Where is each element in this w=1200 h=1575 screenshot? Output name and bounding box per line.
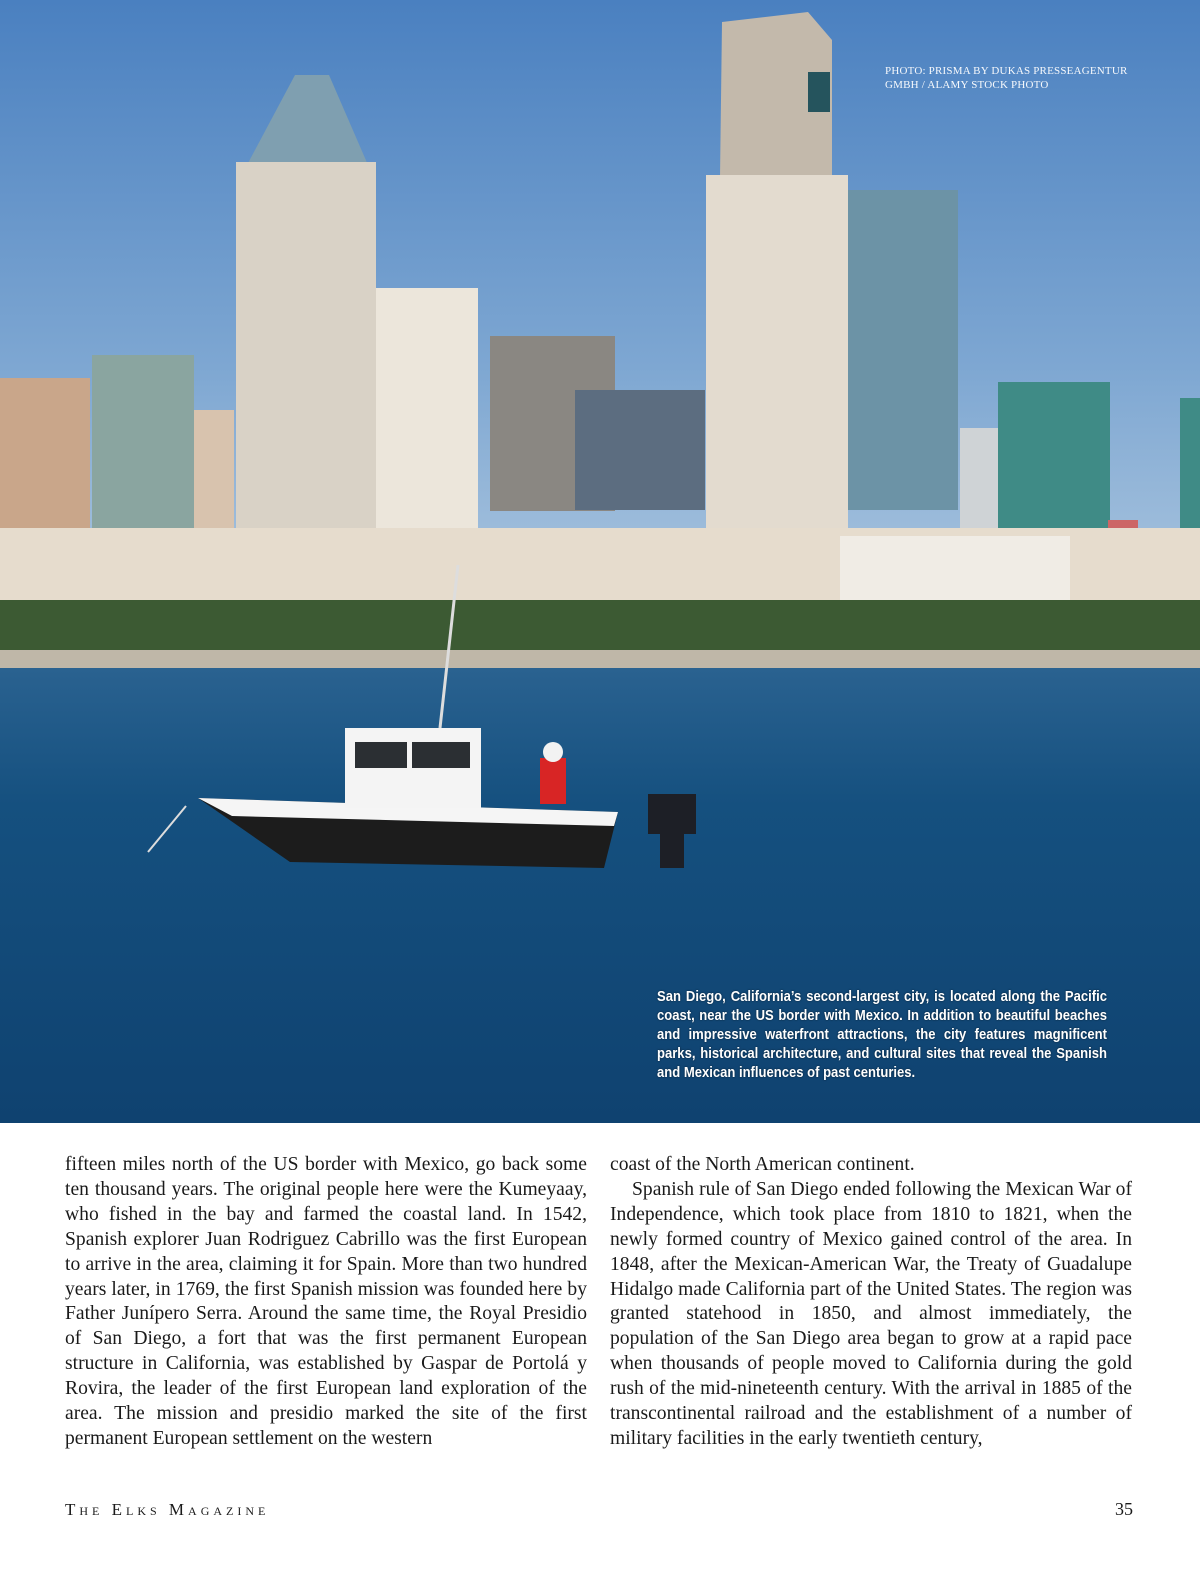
photo-caption: San Diego, California’s second-largest city, is located along the Pacific coast, near the US border with Mexico. In addition to beautiful beaches and impressive waterfront attractions, the city features magnificent parks, historical architecture, and cultural sites that reveal the Spanish and Mexican influences of past centuries. [657, 989, 1107, 1081]
article-column-left [65, 1153, 587, 1452]
article-paragraph: coast of the North American continent. [610, 1154, 915, 1175]
photo-credit: PHOTO: PRISMA BY DUKAS PRESSEAGENTUR GMBH / ALAMY STOCK PHOTO [885, 65, 1128, 91]
article-column-right [610, 1153, 1132, 1452]
article-paragraph: Spanish rule of San Diego ended following the Mexican War of Independence, which took place from 1810 to 1821, when the newly formed country of Mexico gained control of the area. In 1848, after the Mexican-American War, the Treaty of Guadalupe Hidalgo made California part of the United States. The region was granted statehood in 1850, and almost immediately, the population of the San Diego area began to grow at a rapid pace when thousands of people moved to California during the gold rush of the mid-nineteenth century. With the arrival in 1885 of the transcontinental railroad and the establishment of a number of military facilities in the early twentieth century, [610, 1178, 1132, 1449]
page-number: 35 [1115, 1499, 1133, 1519]
article-paragraph: fifteen miles north of the US border with Mexico, go back some ten thousand years. The original people here were the Kumeyaay, who fished in the bay and farmed the coastal land. In 1542, Spanish explorer Juan Rodriguez Cabrillo was the first European to arrive in the area, claiming it for Spain. More than two hundred years later, in 1769, the first Spanish mission was founded here by Father Junípero Serra. Around the same time, the Royal Presidio of San Diego, a fort that was the first permanent European structure in California, was established by Gaspar de Portolá y Rovira, the leader of the first European land exploration of the area. The mission and presidio marked the site of the first permanent European settlement on the western [65, 1154, 587, 1449]
publication-name: The Elks Magazine [65, 1500, 270, 1519]
